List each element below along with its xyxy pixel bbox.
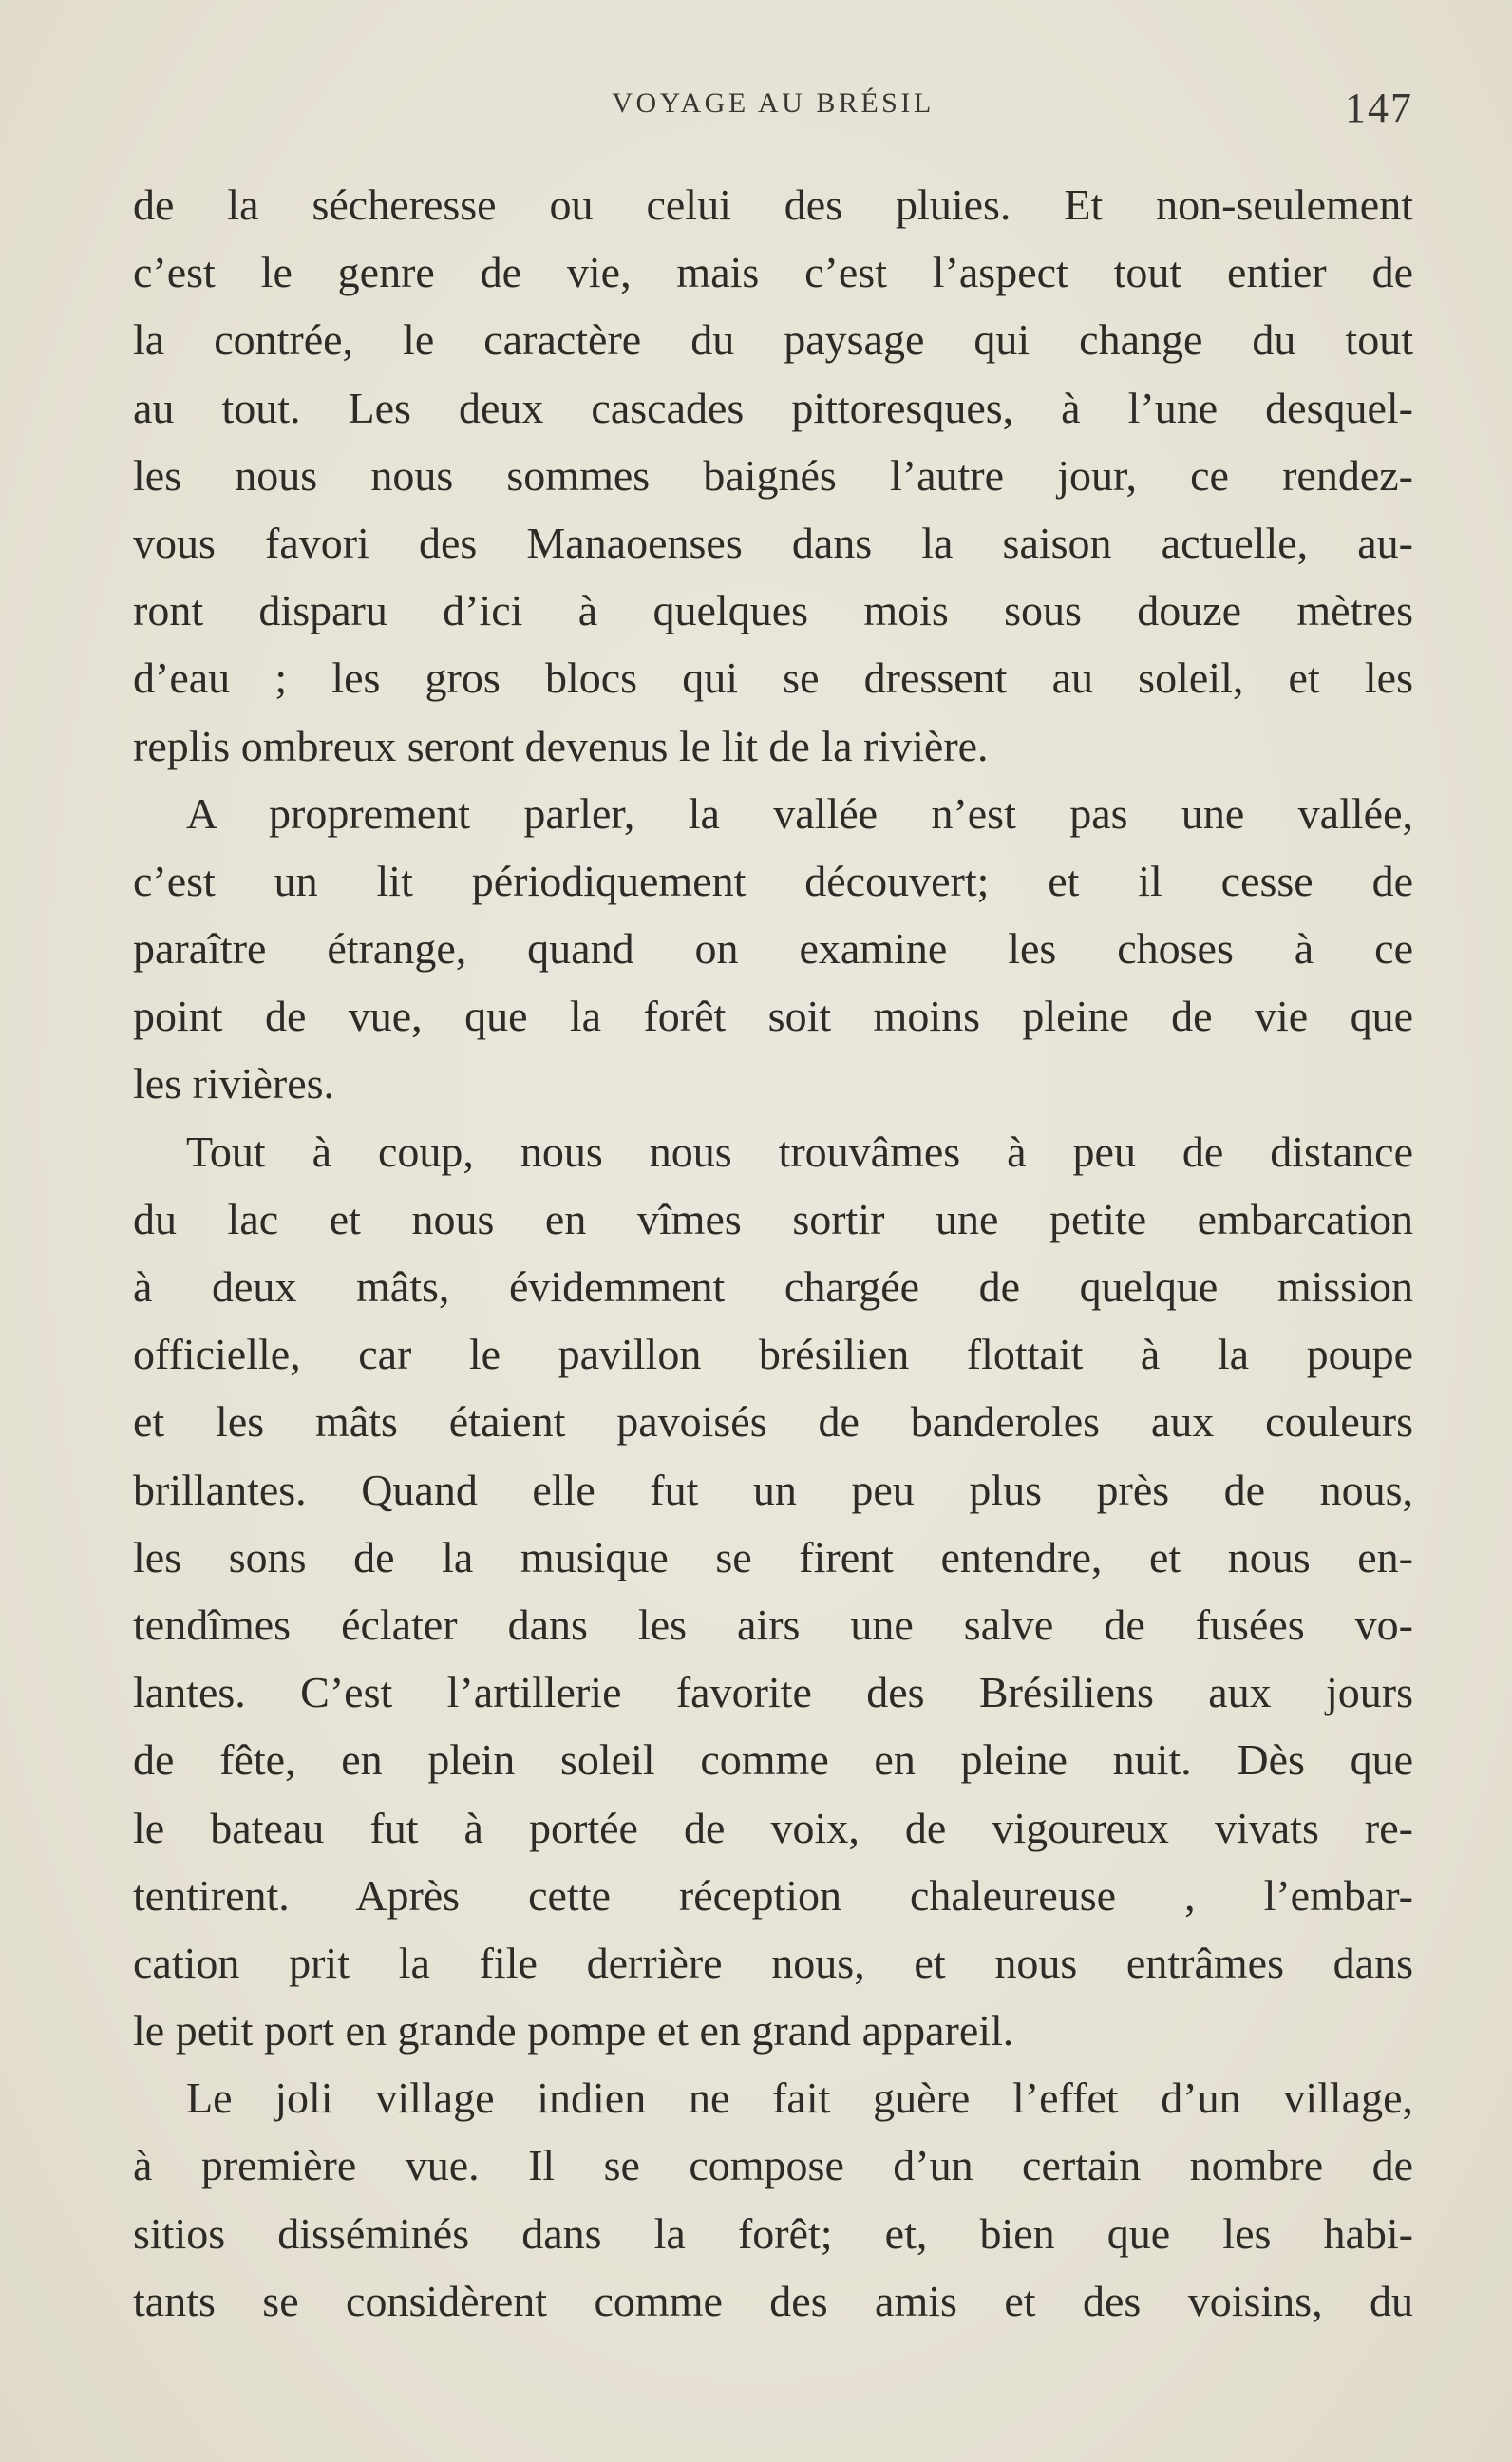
text-line: les nous nous sommes baignés l’autre jour, ce rendez- <box>133 450 1413 500</box>
text-line: le petit port en grande pompe et en grand appareil. <box>133 2006 1014 2055</box>
text-line: A proprement parler, la vallée n’est pas une vallée, <box>186 788 1413 838</box>
text-line: à première vue. Il se compose d’un certain nombre de <box>133 2141 1413 2190</box>
text-line: tentirent. Après cette réception chaleureuse , l’embar- <box>133 1870 1413 1920</box>
text-line: les rivières. <box>133 1059 335 1108</box>
text-line: sitios disséminés dans la forêt; et, bien que les habi- <box>133 2208 1413 2258</box>
text-line: tants se considèrent comme des amis et des voisins, du <box>133 2276 1413 2325</box>
text-line: c’est le genre de vie, mais c’est l’aspect tout entier de <box>133 248 1413 297</box>
text-line: le bateau fut à portée de voix, de vigoureux vivats re- <box>133 1803 1413 1852</box>
text-line: officielle, car le pavillon brésilien flottait à la poupe <box>133 1330 1413 1379</box>
paragraph-1 <box>133 171 1413 780</box>
running-head <box>133 87 1413 135</box>
text-line: les sons de la musique se firent entendre, et nous en- <box>133 1532 1413 1581</box>
text-line: la contrée, le caractère du paysage qui change du tout <box>133 315 1413 365</box>
paragraph-4 <box>133 2064 1413 2335</box>
text-line: d’eau ; les gros blocs qui se dressent au soleil, et les <box>133 653 1413 703</box>
text-line: de fête, en plein soleil comme en pleine nuit. Dès que <box>133 1735 1413 1785</box>
text-line: point de vue, que la forêt soit moins pleine de vie que <box>133 992 1413 1041</box>
text-line: cation prit la file derrière nous, et nous entrâmes dans <box>133 1938 1413 1987</box>
text-line: de la sécheresse ou celui des pluies. Et non-seulement <box>133 180 1413 229</box>
text-line: c’est un lit périodiquement découvert; et il cesse de <box>133 856 1413 905</box>
text-line: et les mâts étaient pavoisés de banderoles aux couleurs <box>133 1397 1413 1447</box>
text-line: vous favori des Manaoenses dans la saison actuelle, au- <box>133 518 1413 567</box>
text-line: Tout à coup, nous nous trouvâmes à peu de distance <box>186 1127 1413 1176</box>
text-line: paraître étrange, quand on examine les choses à ce <box>133 924 1413 974</box>
text-line: replis ombreux seront devenus le lit de la rivière. <box>133 721 989 770</box>
text-line: ront disparu d’ici à quelques mois sous douze mètres <box>133 586 1413 635</box>
running-title: VOYAGE AU BRÉSIL <box>612 87 935 119</box>
text-line: à deux mâts, évidemment chargée de quelque mission <box>133 1262 1413 1311</box>
paragraph-2 <box>133 780 1413 1118</box>
text-line: du lac et nous en vîmes sortir une petite embarcation <box>133 1194 1413 1243</box>
text-line: lantes. C’est l’artillerie favorite des Brésiliens aux jours <box>133 1668 1413 1717</box>
body-text <box>133 171 1413 2335</box>
text-line: Le joli village indien ne fait guère l’effet d’un village, <box>186 2074 1413 2123</box>
paragraph-3 <box>133 1118 1413 2065</box>
page-number: 147 <box>1345 85 1413 131</box>
text-line: au tout. Les deux cascades pittoresques, à l’une desquel- <box>133 383 1413 432</box>
text-line: brillantes. Quand elle fut un peu plus près de nous, <box>133 1465 1413 1514</box>
text-line: tendîmes éclater dans les airs une salve de fusées vo- <box>133 1600 1413 1649</box>
